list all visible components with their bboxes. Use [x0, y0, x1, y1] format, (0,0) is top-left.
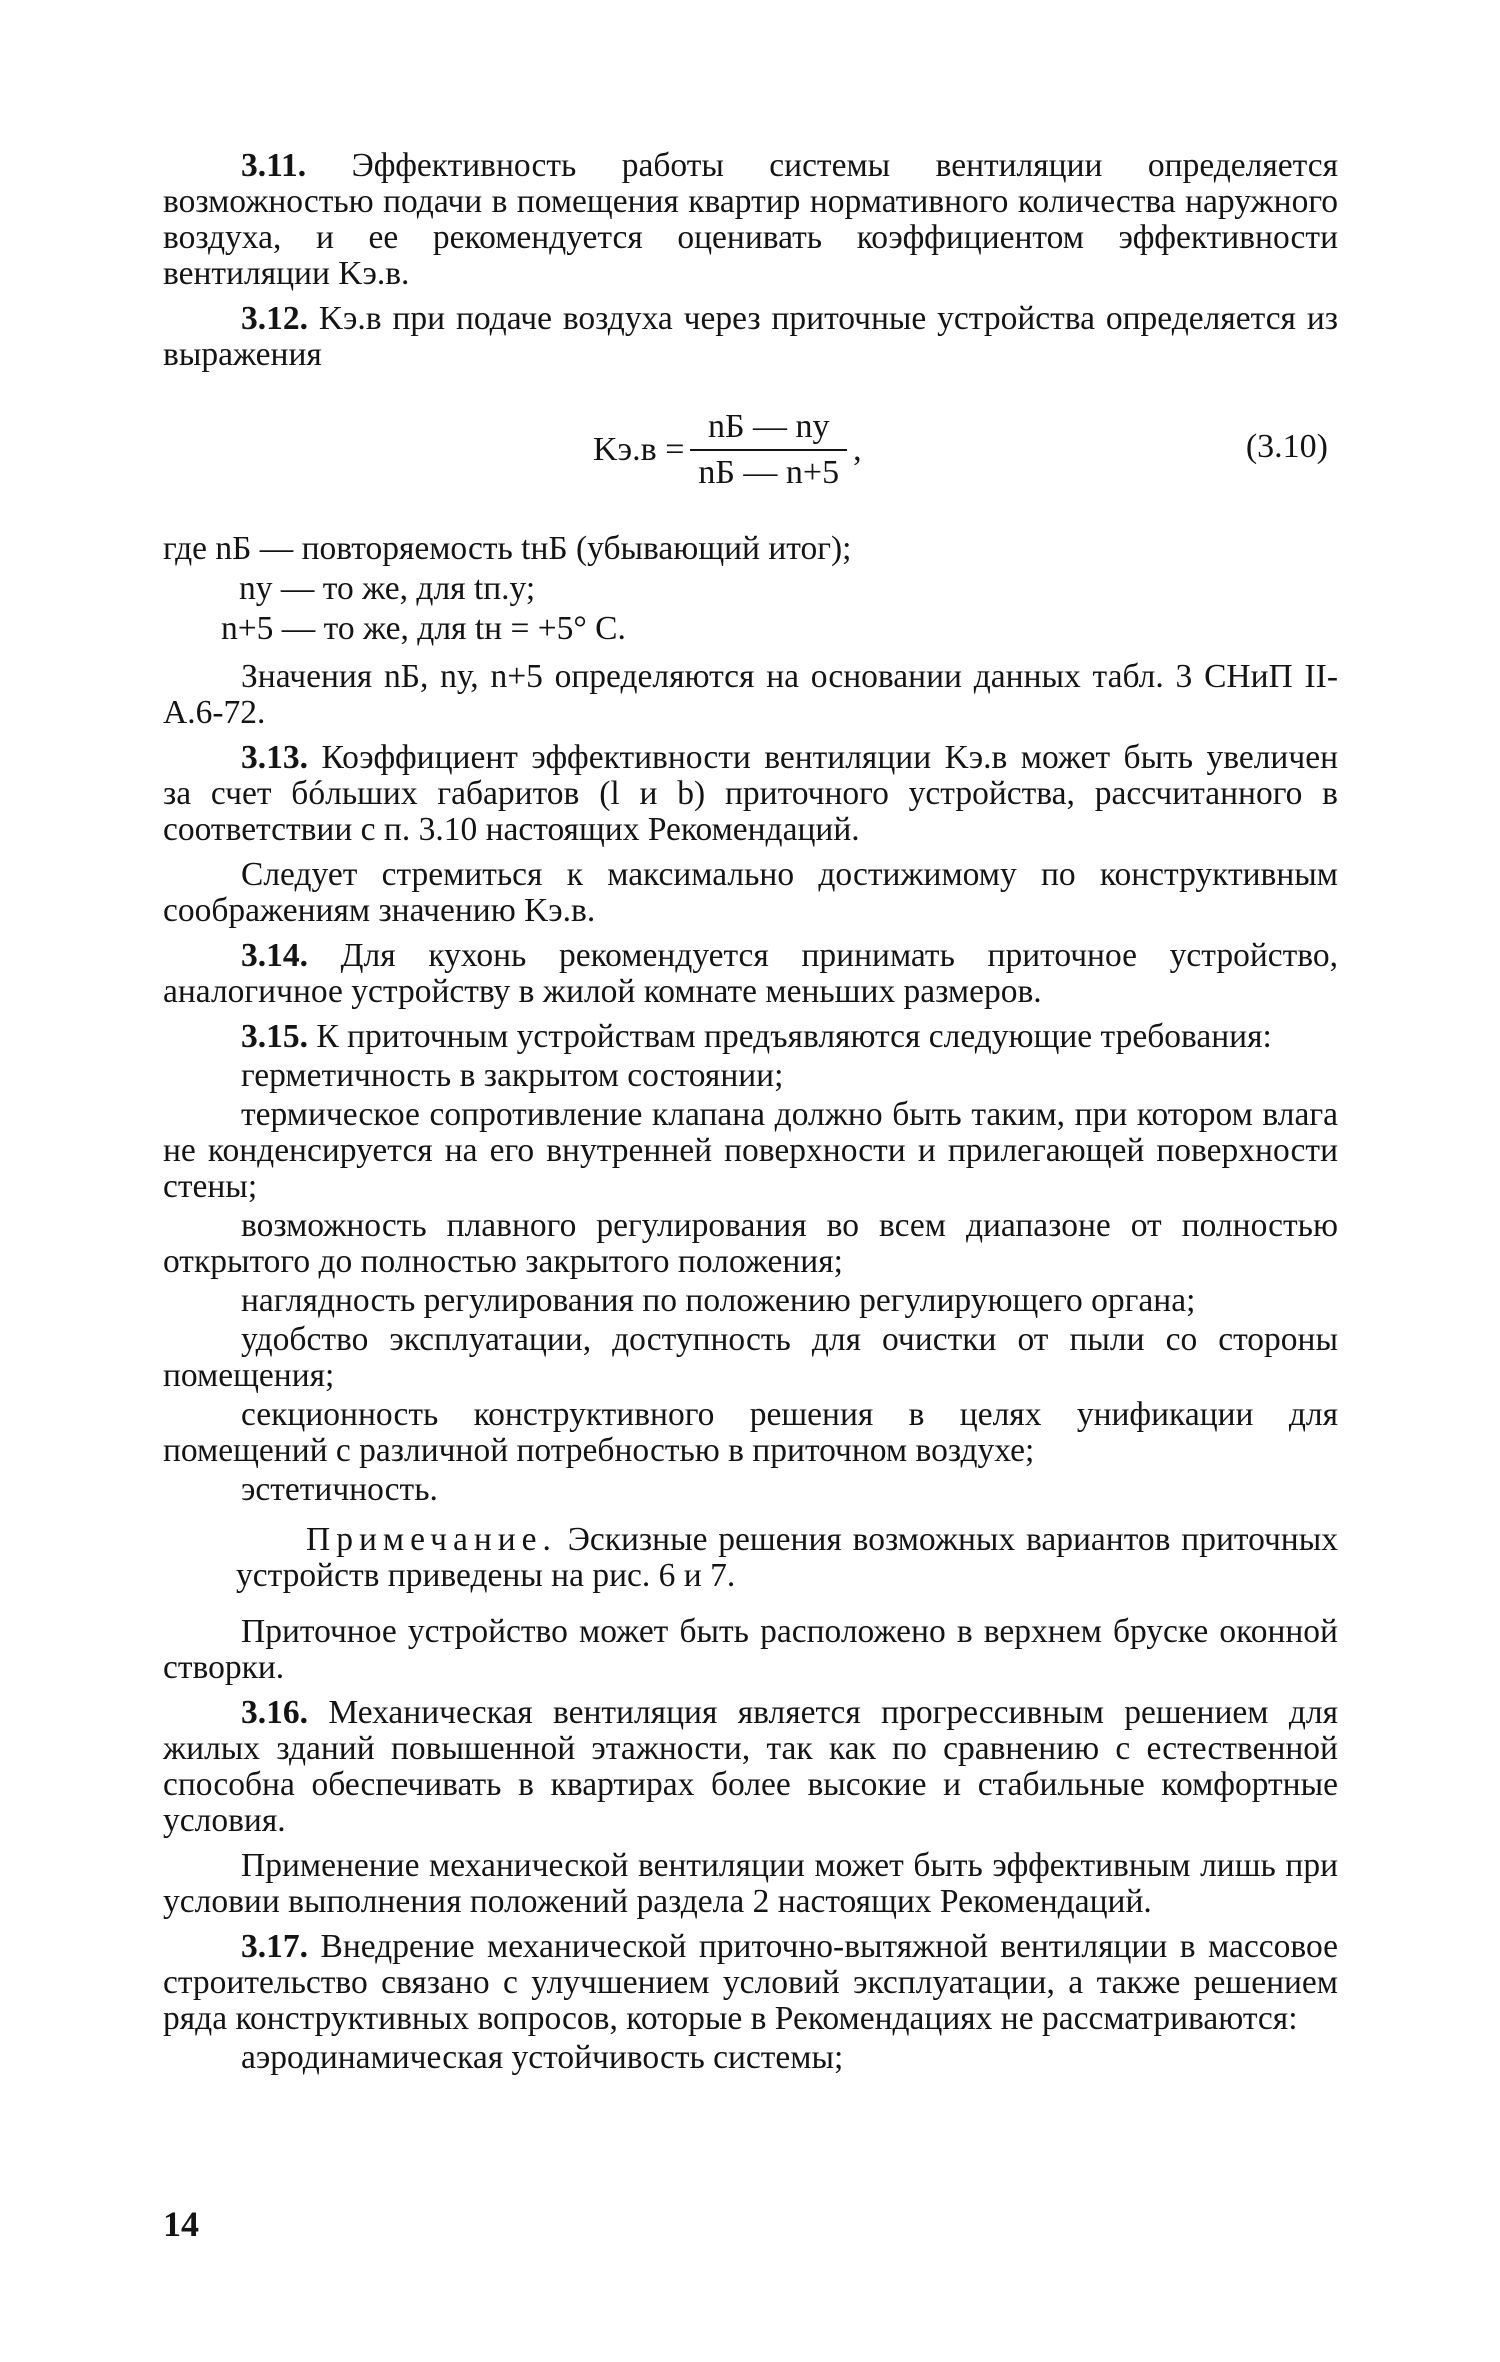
- paragraph-3-13: [163, 740, 1338, 848]
- values-paragraph: Значения nБ, nу, n+5 определяются на основании данных табл. 3 СНиП II-А.6-72.: [163, 658, 1338, 731]
- paragraph-3-14: [163, 938, 1338, 1010]
- clause-text: Эффективность работы системы вентиляции определяется возможностью подачи в помещения квартир нормативного количества наружного воздуха, и ее рекомендуется оценивать коэффициентом эффективности вентиляции Kэ.в.: [163, 147, 1338, 292]
- paragraph-3-17-item: аэродинамическая устойчивость системы;: [241, 2039, 844, 2076]
- requirement-item: возможность плавного регулирования во всем диапазоне от полностью открытого до полностью закрытого положения;: [163, 1207, 1338, 1280]
- clause-text: Внедрение механической приточно-вытяжной вентиляции в массовое строительство связано с улучшением условий эксплуатации, а также решением ряда конструктивных вопросов, которые в Рекомендациях не рассматриваются:: [163, 1928, 1338, 2037]
- equation-number: (3.10): [1245, 428, 1328, 465]
- paragraph-3-11: [163, 148, 1338, 292]
- requirement-item: герметичность в закрытом состоянии;: [241, 1057, 784, 1094]
- paragraph-3-17: [163, 1929, 1338, 2037]
- paragraph-3-16: [163, 1695, 1338, 1839]
- clause-text: Коэффициент эффективности вентиляции Kэ.в может быть увеличен за счет бóльших габаритов (l и b) приточного устройства, рассчитанного в соответствии с п. 3.10 настоящих Рекомендаций.: [163, 739, 1338, 848]
- clause-number: 3.17.: [241, 1928, 308, 1965]
- clause-text: К приточным устройствам предъявляются следующие требования:: [308, 1018, 1272, 1055]
- paragraph-3-13-cont: Следует стремиться к максимально достижимому по конструктивным соображениям значению Kэ.в.: [163, 856, 1338, 929]
- page-number: 14: [163, 2204, 199, 2244]
- paragraph-3-15: [163, 1019, 1338, 1055]
- clause-number: 3.12.: [241, 300, 308, 337]
- where-definition-nb: где nБ — повторяемость tнБ (убывающий итог);: [163, 530, 852, 567]
- requirement-item: удобство эксплуатации, доступность для очистки от пыли со стороны помещения;: [163, 1321, 1338, 1394]
- note-paragraph: [163, 1522, 1338, 1594]
- clause-number: 3.11.: [241, 147, 307, 184]
- formula-denominator: nБ — n+5: [690, 449, 847, 491]
- formula-lhs: Kэ.в =: [593, 431, 685, 468]
- requirement-item: термическое сопротивление клапана должно быть таким, при котором влага не конденсируется на его внутренней поверхности и прилегающей поверхности стены;: [163, 1096, 1338, 1205]
- paragraph-3-15-cont: Приточное устройство может быть расположено в верхнем бруске оконной створки.: [163, 1613, 1338, 1686]
- clause-text: Для кухонь рекомендуется принимать приточное устройство, аналогичное устройству в жилой комнате меньших размеров.: [163, 937, 1338, 1010]
- paragraph-3-12: [163, 301, 1338, 373]
- note-label: Примечание.: [306, 1521, 557, 1558]
- clause-text: Kэ.в при подаче воздуха через приточные устройства определяется из выражения: [163, 300, 1338, 373]
- formula-3-10: [163, 385, 1338, 515]
- where-definition-n5: n+5 — то же, для tн = +5° С.: [221, 610, 626, 647]
- clause-number: 3.14.: [241, 937, 308, 974]
- where-definition-ny: nу — то же, для tп.у;: [239, 570, 536, 607]
- formula-tail: ,: [853, 431, 862, 468]
- requirement-item: наглядность регулирования по положению регулирующего органа;: [241, 1282, 1196, 1319]
- clause-number: 3.15.: [241, 1018, 308, 1055]
- requirement-item: эстетичность.: [241, 1471, 438, 1508]
- paragraph-3-16-cont: Применение механической вентиляции может быть эффективным лишь при условии выполнения положений раздела 2 настоящих Рекомендаций.: [163, 1847, 1338, 1920]
- note-text: Эскизные решения возможных вариантов приточных устройств приведены на рис. 6 и 7.: [236, 1521, 1338, 1594]
- formula-expression: [593, 385, 862, 515]
- formula-numerator: nБ — nу: [707, 408, 830, 445]
- clause-text: Механическая вентиляция является прогрессивным решением для жилых зданий повышенной этажности, так как по сравнению с естественной способна обеспечивать в квартирах более высокие и стабильные комфортные условия.: [163, 1694, 1338, 1839]
- clause-number: 3.13.: [241, 739, 308, 776]
- formula-fraction: [690, 409, 847, 491]
- body-text: [163, 148, 1338, 2085]
- clause-number: 3.16.: [241, 1694, 308, 1731]
- requirement-item: секционность конструктивного решения в целях унификации для помещений с различной потребностью в приточном воздухе;: [163, 1396, 1338, 1469]
